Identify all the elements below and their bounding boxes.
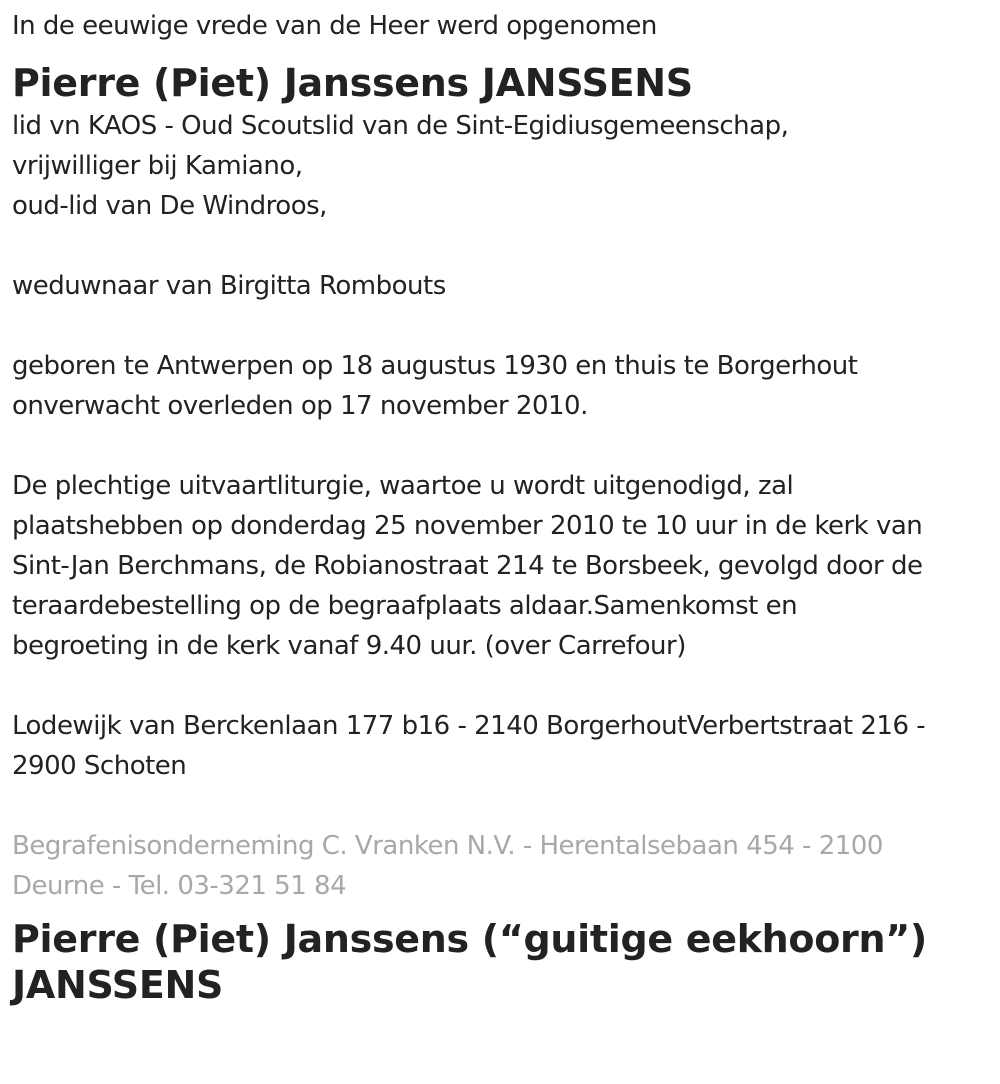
birth-death-line: onverwacht overleden op 17 november 2010. — [12, 391, 588, 421]
membership-line: vrijwilliger bij Kamiano, — [12, 151, 303, 181]
widower-text: weduwnaar van Birgitta Rombouts — [12, 271, 446, 301]
memberships — [12, 106, 988, 226]
ceremony-line: begroeting in de kerk vanaf 9.40 uur. (over Carrefour) — [12, 631, 686, 661]
deceased-name-alt-line: JANSSENS — [12, 963, 224, 1007]
intro-text: In de eeuwige vrede van de Heer werd opgenomen — [12, 11, 657, 41]
birth-death-line: geboren te Antwerpen op 18 augustus 1930 en thuis te Borgerhout — [12, 351, 858, 381]
undertaker-line: Deurne - Tel. 03-321 51 84 — [12, 871, 347, 901]
deceased-name-alt-line: Pierre (Piet) Janssens (“guitige eekhoorn”) — [12, 917, 927, 961]
undertaker-line: Begrafenisonderneming C. Vranken N.V. - Herentalsebaan 454 - 2100 — [12, 831, 883, 861]
membership-line: lid vn KAOS - Oud Scoutslid van de Sint-Egidiusgemeenschap, — [12, 111, 789, 141]
ceremony-line: plaatshebben op donderdag 25 november 2010 te 10 uur in de kerk van — [12, 511, 923, 541]
ceremony-info — [12, 466, 988, 666]
address-line: 2900 Schoten — [12, 751, 187, 781]
ceremony-line: De plechtige uitvaartliturgie, waartoe u wordt uitgenodigd, zal — [12, 471, 794, 501]
birth-death-info — [12, 346, 988, 426]
ceremony-line: Sint-Jan Berchmans, de Robianostraat 214 te Borsbeek, gevolgd door de — [12, 551, 923, 581]
address-line: Lodewijk van Berckenlaan 177 b16 - 2140 BorgerhoutVerbertstraat 216 - — [12, 711, 926, 741]
ceremony-line: teraardebestelling op de begraafplaats aldaar.Samenkomst en — [12, 591, 798, 621]
undertaker-info — [12, 826, 988, 906]
membership-line: oud-lid van De Windroos, — [12, 191, 327, 221]
deceased-name: Pierre (Piet) Janssens JANSSENS — [12, 61, 693, 105]
deceased-name-alt — [12, 916, 988, 1008]
address-info — [12, 706, 988, 786]
